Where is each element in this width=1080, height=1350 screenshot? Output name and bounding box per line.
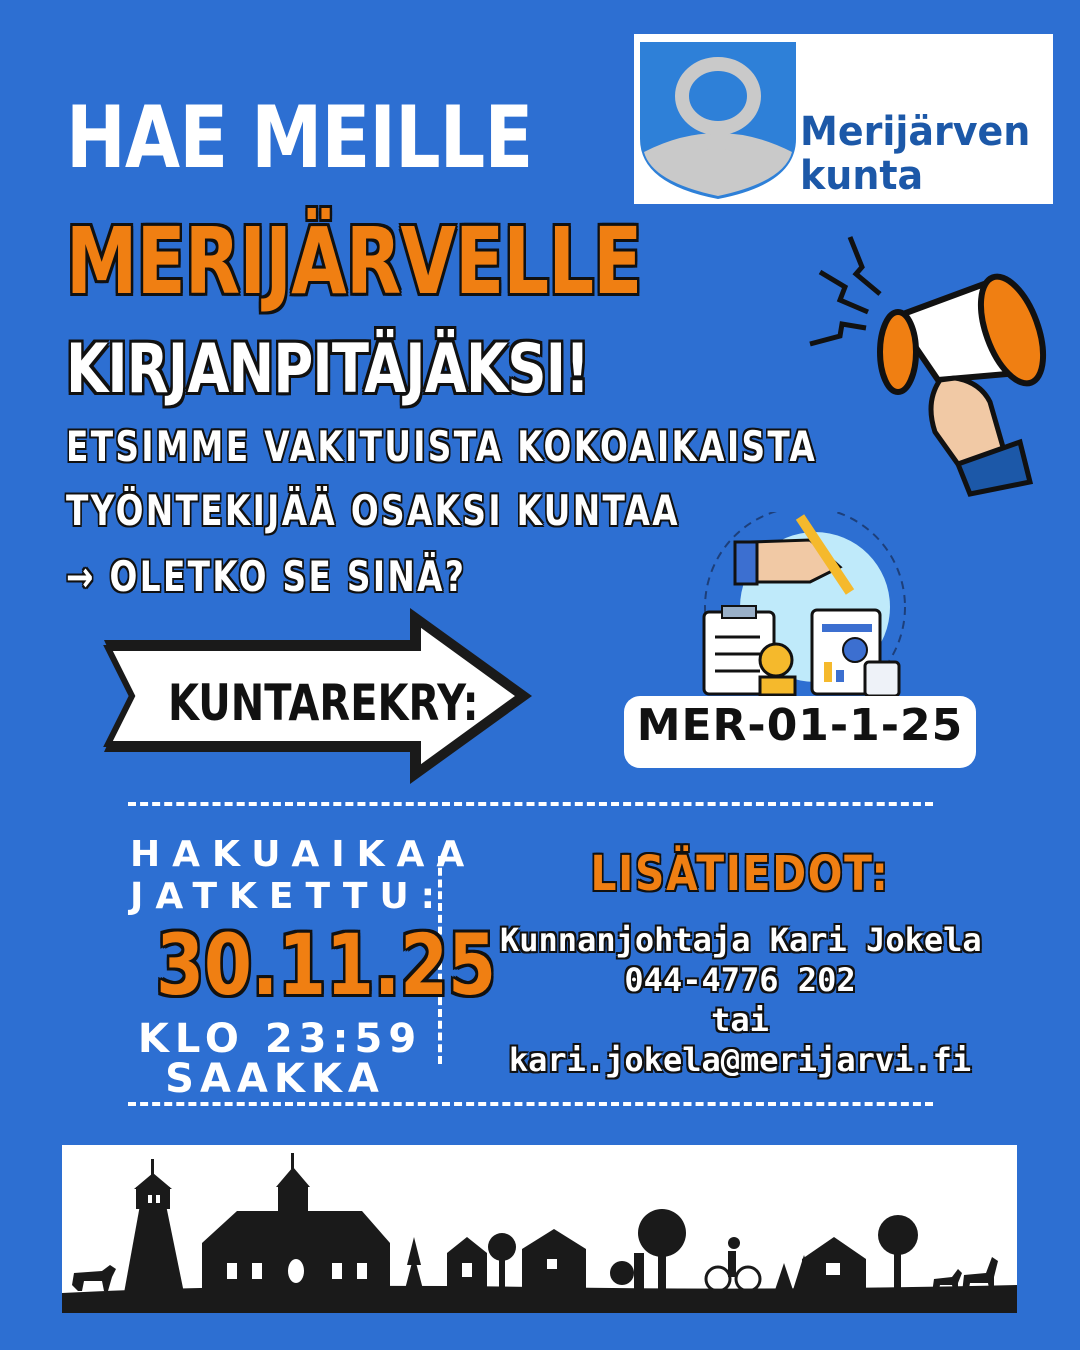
subline-2: TYÖNTEKIJÄÄ OSAKSI KUNTAA <box>66 486 680 535</box>
deadline-line-1: HAKUAIKAA <box>130 834 477 875</box>
job-code: MER-01-1-25 <box>636 700 964 751</box>
divider-top <box>128 802 933 806</box>
logo-line-1: Merijärven <box>800 109 1031 155</box>
kuntarekry-label: KUNTAREKRY: <box>168 674 479 732</box>
headline-hae-meille: HAE MEILLE <box>66 88 533 188</box>
accounting-illustration-icon <box>690 512 920 697</box>
contact-or: tai <box>711 1001 769 1039</box>
headline-kirjanpitajaksi: KIRJANPITÄJÄKSI! <box>66 330 590 409</box>
village-silhouette <box>62 1145 1017 1313</box>
village-silhouette-art <box>62 1145 1017 1313</box>
logo-line-2: kunta <box>800 153 924 199</box>
contact-name: Kunnanjohtaja Kari Jokela <box>500 921 982 959</box>
megaphone-icon <box>790 232 1060 502</box>
contact-email[interactable]: kari.jokela@merijarvi.fi <box>508 1041 972 1079</box>
subline-1: ETSIMME VAKITUISTA KOKOAIKAISTA <box>66 422 818 471</box>
headline-merijarvelle: MERIJÄRVELLE <box>66 208 642 315</box>
divider-bottom <box>128 1102 933 1106</box>
subline-3: → OLETKO SE SINÄ? <box>66 552 467 601</box>
logo-text <box>800 110 1030 198</box>
deadline-line-2: JATKETTU: <box>130 876 448 917</box>
deadline-suffix: SAAKKA <box>165 1056 385 1102</box>
contact-phone[interactable]: 044-4776 202 <box>624 961 856 999</box>
deadline-date: 30.11.25 <box>156 916 497 1014</box>
deadline-time: KLO 23:59 <box>137 1016 423 1062</box>
contact-heading: LISÄTIEDOT: <box>590 846 890 902</box>
